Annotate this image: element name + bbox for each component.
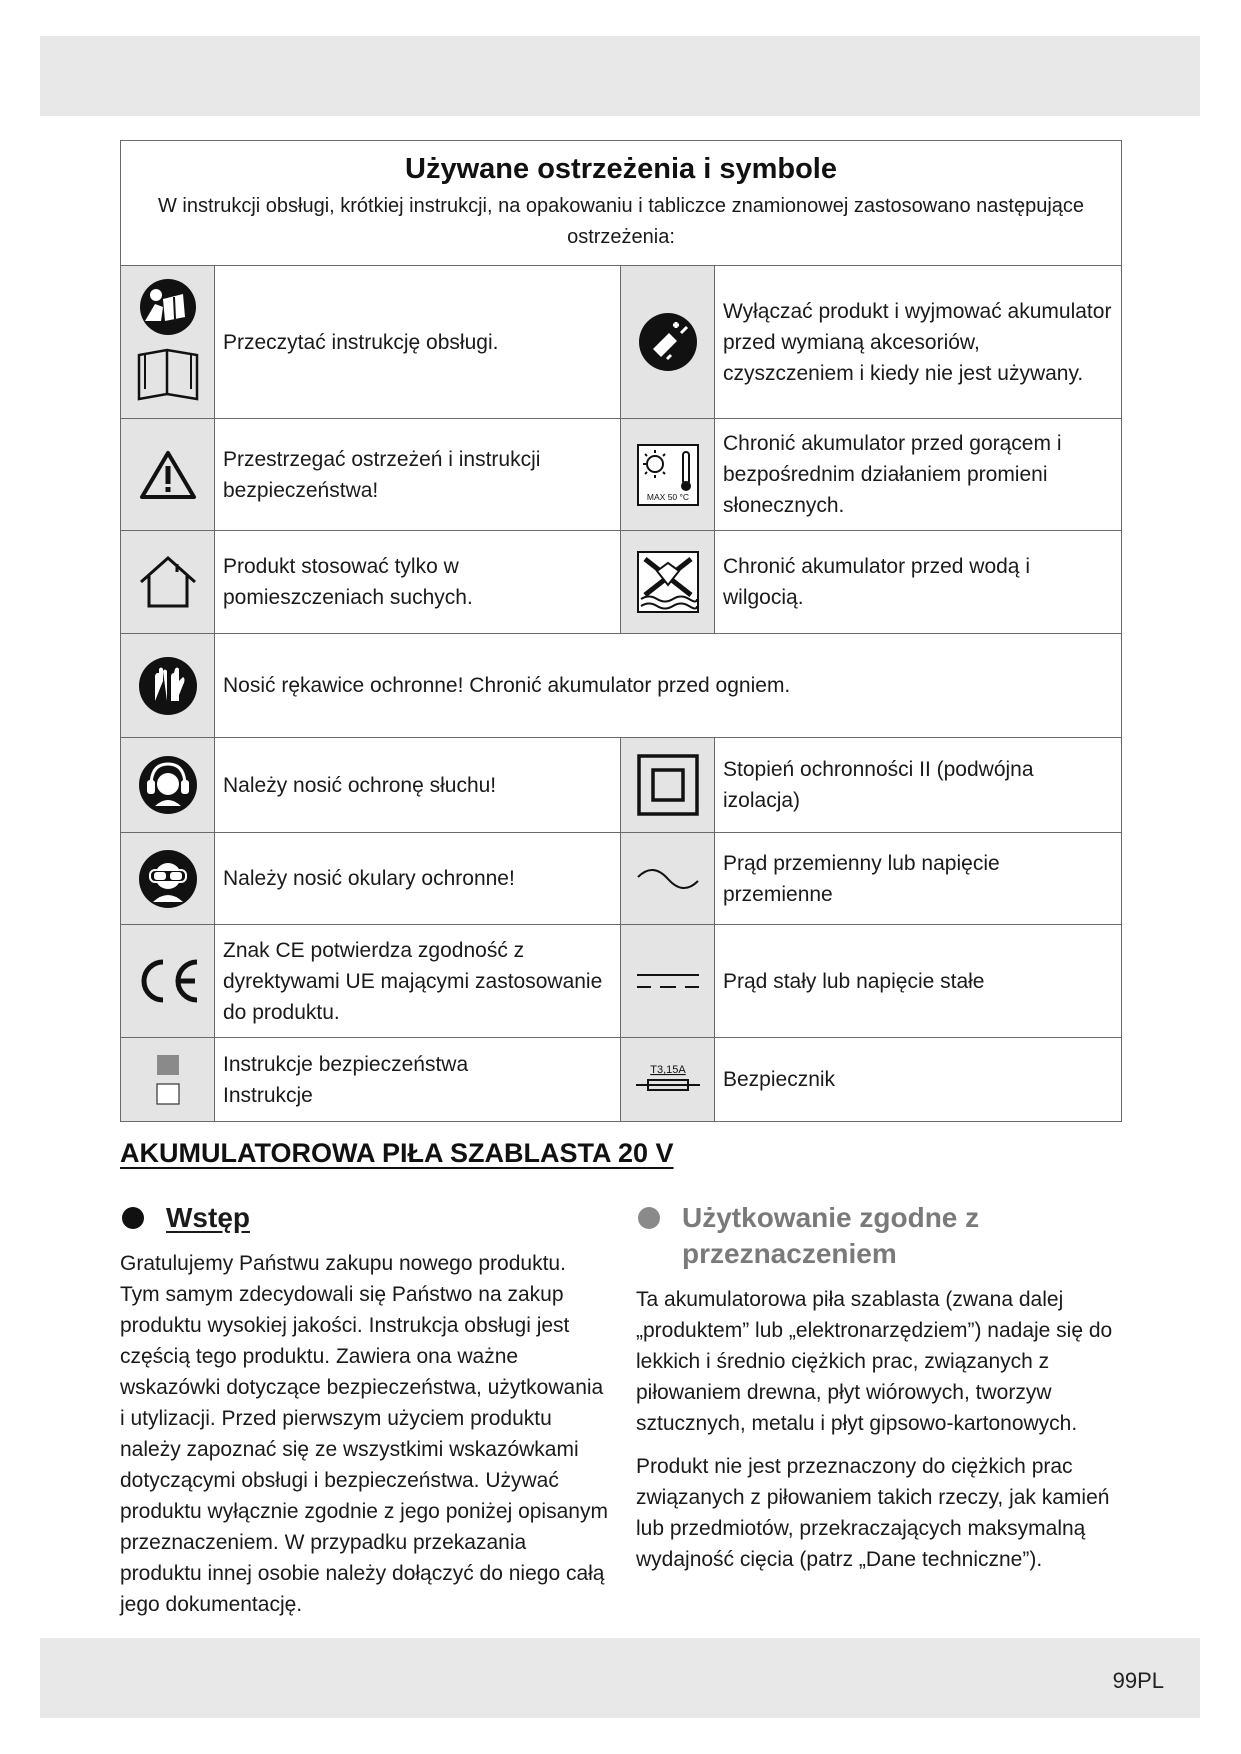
table-subtitle: W instrukcji obsługi, krótkiej instrukcji, na opakowaniu i tabliczce znamionowej zastosowano następujące ostrzeżenia: (158, 194, 1085, 248)
section-title: AKUMULATOROWA PIŁA SZABLASTA 20 V (120, 1138, 674, 1168)
gloves-icon (137, 655, 199, 717)
ac-icon-cell (621, 833, 715, 925)
class2-icon-cell (621, 738, 715, 833)
goggles-text: Należy nosić okulary ochronne! (215, 833, 621, 925)
heat-protection-icon-cell (621, 419, 715, 531)
intro-paragraph: Gratulujemy Państwu zakupu nowego produktu. Tym samym zdecydowali się Państwo na zakup produktu wysokiej jakości. Instrukcja obsługi jest częścią tego produktu. Zawiera ona ważne wskazówki dotyczące bezpieczeństwa, użytkowania i utylizacji. Przed pierwszym użyciem produktu należy zapoznać się ze wszystkimi wskazówkami dotyczącymi obsługi i bezpieczeństwa. Używać produktu wyłącznie zgodnie z jego poniżej opisanym przeznaczeniem. W przypadku przekazania produktu innej osobie należy dołączyć do niego całą jego dokumentację. (120, 1252, 608, 1616)
header-band (40, 36, 1200, 116)
heat-icon-label: MAX 50 °C (646, 491, 689, 502)
water-protection-text: Chronić akumulator przed wodą i wilgocią. (715, 531, 1122, 634)
fuse-icon (634, 1062, 702, 1098)
goggles-icon-cell (121, 833, 215, 925)
ac-text: Prąd przemienny lub napięcie przemienne (715, 833, 1122, 925)
usage-column (636, 1200, 1126, 1587)
footer-band (40, 1638, 1200, 1718)
dc-icon-cell (621, 925, 715, 1038)
safety-goggles-icon (137, 848, 199, 910)
double-insulation-icon (635, 752, 701, 818)
ce-mark-text: Znak CE potwierdza zgodność z dyrektywami UE mającymi zastosowanie do produktu. (215, 925, 621, 1038)
water-protection-icon (635, 549, 701, 615)
intro-column (120, 1200, 610, 1632)
hearing-protection-text: Należy nosić ochronę słuchu! (215, 738, 621, 833)
fuse-icon-cell (621, 1038, 715, 1122)
class2-text: Stopień ochronności II (podwójna izolacja) (715, 738, 1122, 833)
table-title: Używane ostrzeżenia i symbole (405, 152, 837, 185)
usage-heading-label: Użytkowanie zgodne z przeznaczeniem (682, 1202, 980, 1269)
hearing-icon-cell (121, 738, 215, 833)
disconnect-icon-cell (621, 266, 715, 419)
instructions-legend-text (215, 1038, 621, 1122)
intro-heading-label: Wstęp (166, 1202, 250, 1233)
ce-icon-cell (121, 925, 215, 1038)
fuse-text: Bezpiecznik (715, 1038, 1122, 1122)
fuse-rating-label: T3,15A (649, 1063, 686, 1076)
alternating-current-icon (635, 864, 701, 894)
indoor-icon-cell (121, 531, 215, 634)
read-manual-icon-cell (121, 266, 215, 419)
disconnect-battery-icon (637, 311, 699, 373)
gloves-icon-cell (121, 634, 215, 738)
instructions-legend-cell (121, 1038, 215, 1122)
direct-current-icon (635, 970, 701, 992)
safety-instructions-text: Przestrzegać ostrzeżeń i instrukcji bezpieczeństwa! (215, 419, 621, 531)
warning-triangle-icon (139, 450, 197, 500)
disconnect-text: Wyłączać produkt i wyjmować akumulator przed wymianą akcesoriów, czyszczeniem i kiedy nie jest używany. (715, 266, 1122, 419)
usage-paragraph-2: Produkt nie jest przeznaczony do ciężkich prac związanych z piłowaniem takich rzeczy, jak kamień lub przedmiotów, przekraczających maksymalną wydajność cięcia (patrz „Dane techniczne”). (636, 1455, 1110, 1571)
table-header (121, 141, 1122, 266)
heat-protection-icon (635, 442, 701, 508)
warnings-symbols-table (120, 140, 1122, 1122)
instructions-label: Instrukcje (223, 1083, 313, 1107)
page-number: 99PL (1112, 1668, 1164, 1693)
dc-text: Prąd stały lub napięcie stałe (715, 925, 1122, 1038)
water-protection-icon-cell (621, 531, 715, 634)
read-manual-text: Przeczytać instrukcję obsługi. (215, 266, 621, 419)
heat-protection-text: Chronić akumulator przed gorącem i bezpośrednim działaniem promieni słonecznych. (715, 419, 1122, 531)
indoor-use-text: Produkt stosować tylko w pomieszczeniach suchych. (215, 531, 621, 634)
read-manual-icon (133, 277, 203, 407)
warning-icon-cell (121, 419, 215, 531)
instructions-legend-icon (155, 1052, 181, 1108)
hearing-protection-icon (137, 754, 199, 816)
intro-heading (120, 1200, 610, 1236)
bullet-icon (122, 1207, 144, 1229)
usage-paragraph-1: Ta akumulatorowa piła szablasta (zwana dalej „produktem” lub „elektronarzędziem”) nadaje się do lekkich i średnio ciężkich prac, związanych z piłowaniem drewna, płyt wiórowych, tworzyw sztucznych, metalu i płyt gipsowo-kartonowych. (636, 1288, 1113, 1435)
house-icon (137, 554, 199, 610)
usage-heading (636, 1200, 1126, 1272)
safety-instructions-label: Instrukcje bezpieczeństwa (223, 1052, 469, 1076)
ce-mark-icon (133, 954, 203, 1008)
gloves-fire-text: Nosić rękawice ochronne! Chronić akumulator przed ogniem. (215, 634, 1122, 738)
bullet-icon (638, 1207, 660, 1229)
